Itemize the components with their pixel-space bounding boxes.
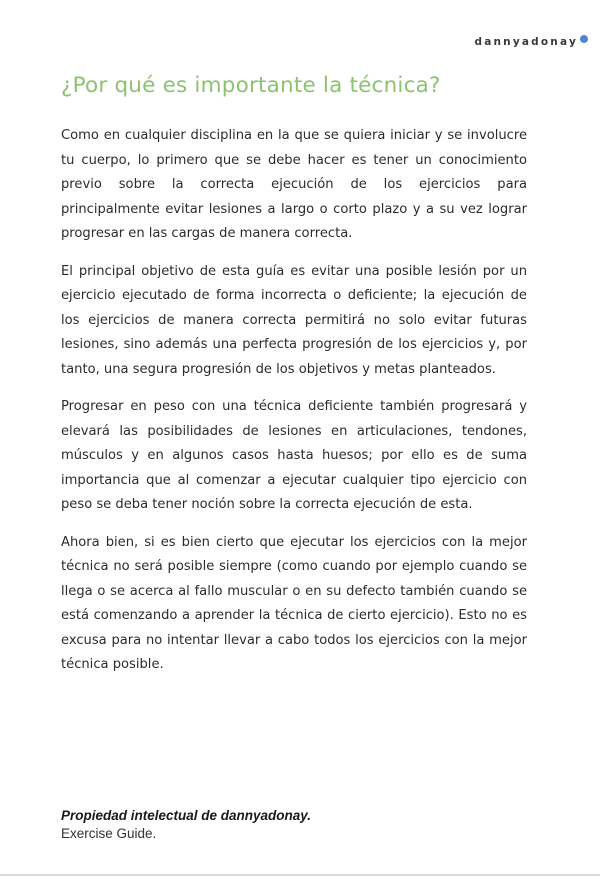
paragraph-2: El principal objetivo de esta guía es evitar una posible lesión por un ejercicio ejecutado de forma incorrecta o deficiente; la ejecución de los ejercicios de manera correcta permitirá no solo evitar futuras lesiones, sino además una perfecta progresión de los ejercicios y, por tanto, una segura progresión de los objetivos y metas planteados. [61, 263, 527, 377]
section-title: ¿Por qué es importante la técnica? [61, 73, 441, 98]
page-footer [61, 807, 311, 843]
brand-header [475, 36, 589, 48]
footer-owner: Propiedad intelectual de dannyadonay. [61, 808, 312, 823]
paragraph-3: Progresar en peso con una técnica deficiente también progresará y elevará las posibilidades de lesiones en articulaciones, tendones, músculos y en algunos casos hasta huesos; por ello es de suma importancia que al comenzar a ejecutar cualquier tipo ejercicio con peso se deba tener noción sobre la correcta ejecución de esta. [61, 399, 527, 512]
paragraph-4: Ahora bien, si es bien cierto que ejecutar los ejercicios con la mejor técnica no será posible siempre (como cuando por ejemplo cuando se llega o se acerca al fallo muscular o en su defecto también cuando se está comenzando a aprender la técnica de cierto ejercicio). Esto no es excusa para no intentar llevar a cabo todos los ejercicios con la mejor técnica posible. [61, 534, 527, 672]
footer-document-name: Exercise Guide. [61, 826, 157, 841]
paragraph-1: Como en cualquier disciplina en la que se quiera iniciar y se involucre tu cuerpo, lo primero que se debe hacer es tener un conocimiento previo sobre la correcta ejecución de los ejercicios para principalmente evitar lesiones a largo o corto plazo y a su vez lograr progresar en las cargas de manera correcta. [61, 128, 527, 241]
section-body [61, 124, 527, 691]
brand-name: dannyadonay [474, 36, 578, 48]
bottom-divider [0, 874, 600, 876]
brand-badge-icon [580, 35, 588, 43]
